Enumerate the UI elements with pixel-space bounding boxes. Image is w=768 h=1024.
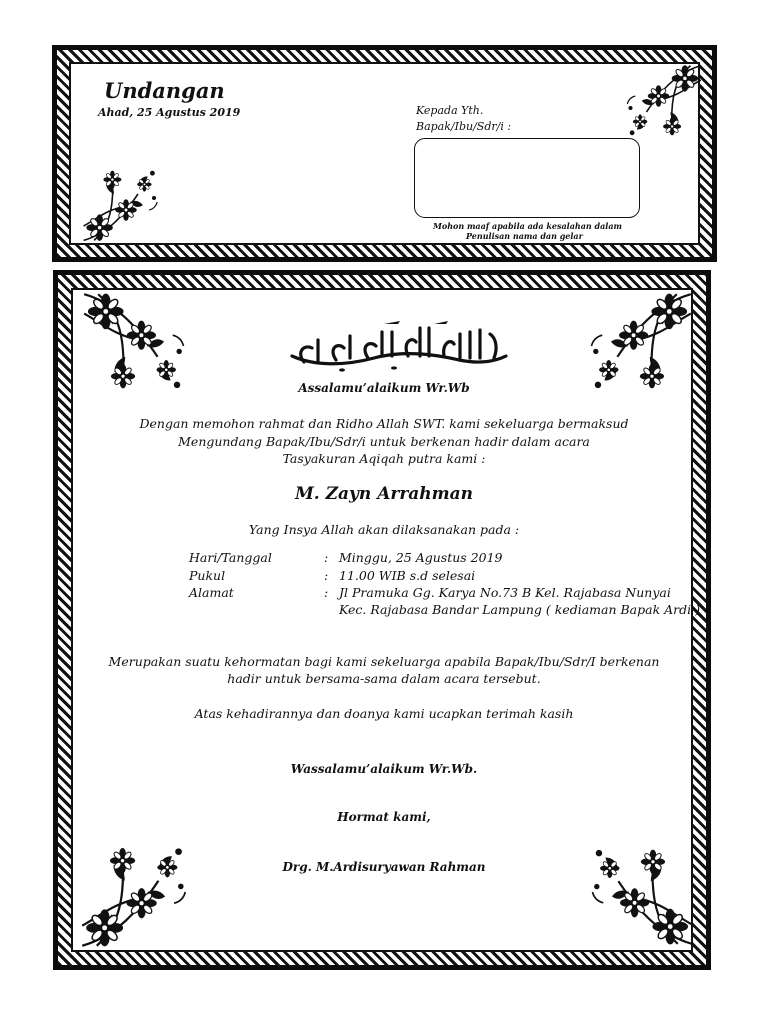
detail-value-address-cont: Kec. Rajabasa Bandar Lampung ( kediaman Bapak Ardi ) [339, 602, 700, 617]
envelope-date: Ahad, 25 Agustus 2019 [98, 106, 241, 119]
detail-label-time: Pukul [189, 568, 226, 583]
child-name: M. Zayn Arrahman [294, 484, 474, 504]
intro-line-1: Dengan memohon rahmat dan Ridho Allah SWT. kami sekeluarga bermaksud [139, 416, 629, 431]
apology-line-2: Penulisan nama dan gelar [466, 231, 583, 241]
recipient-name-box[interactable] [414, 138, 640, 218]
apology-line-1: Mohon maaf apabila ada kesalahan dalam [433, 221, 622, 231]
farewell: Wassalamu’alaikum Wr.Wb. [290, 762, 478, 776]
regards: Hormat kami, [337, 810, 431, 824]
floral-corner-ornament-icon [620, 64, 705, 144]
detail-colon: : [324, 568, 329, 583]
detail-value-date: Minggu, 25 Agustus 2019 [339, 550, 503, 565]
detail-colon: : [324, 550, 329, 565]
floral-corner-ornament-icon [586, 836, 694, 948]
recipient-line: Bapak/Ibu/Sdr/i : [416, 120, 512, 133]
to-line: Kepada Yth. [416, 104, 484, 117]
greeting: Assalamu’alaikum Wr.Wb [298, 381, 470, 395]
envelope-title: Undangan [104, 78, 225, 103]
detail-colon: : [324, 585, 329, 600]
floral-corner-ornament-icon [82, 162, 162, 242]
schedule-intro: Yang Insya Allah akan dilaksanakan pada : [248, 522, 520, 537]
intro-line-3: Tasyakuran Aqiqah putra kami : [282, 451, 486, 466]
detail-label-date: Hari/Tanggal [189, 550, 272, 565]
floral-corner-ornament-icon [80, 836, 192, 948]
closing-line-2: hadir untuk bersama-sama dalam acara tersebut. [227, 671, 541, 686]
bismillah-calligraphy-icon [284, 318, 512, 374]
detail-label-address: Alamat [189, 585, 234, 600]
detail-value-time: 11.00 WIB s.d selesai [339, 568, 476, 583]
detail-value-address: Jl Pramuka Gg. Karya No.73 B Kel. Rajabasa Nunyai [339, 585, 671, 600]
thanks-line: Atas kehadirannya dan doanya kami ucapkan terimah kasih [194, 706, 574, 721]
intro-line-2: Mengundang Bapak/Ibu/Sdr/i untuk berkenan hadir dalam acara [178, 434, 590, 449]
signatory: Drg. M.Ardisuryawan Rahman [282, 860, 486, 874]
closing-line-1: Merupakan suatu kehormatan bagi kami sekeluarga apabila Bapak/Ibu/Sdr/I berkenan [108, 654, 660, 669]
